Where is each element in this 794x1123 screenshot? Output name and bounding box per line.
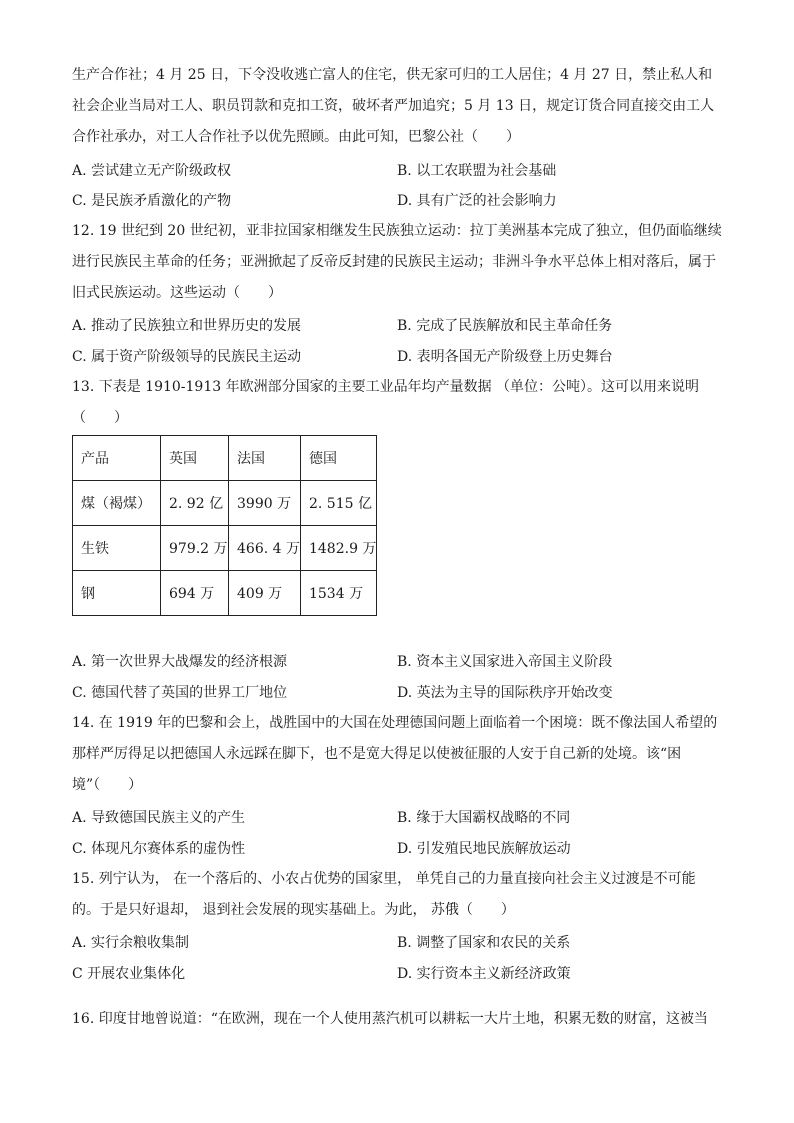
table-header-cell: 英国 [161, 436, 229, 481]
table-cell: 2. 515 亿 [300, 481, 376, 526]
question-12-option-b: B. 完成了民族解放和民主革命任务 [397, 318, 613, 334]
question-12-option-c: C. 属于资产阶级领导的民族民主运动 [72, 349, 302, 365]
question-15-option-b: B. 调整了国家和农民的关系 [397, 935, 571, 951]
question-15-stem: 15. 列宁认为， 在一个落后的、小农占优势的国家里， 单凭自己的力量直接向社会主义过渡是不可能的。于是只好退却， 退到社会发展的现实基础上。为此， 苏俄（ ） [72, 871, 696, 918]
table-cell: 466. 4 万 [229, 526, 301, 571]
table-cell: 3990 万 [229, 481, 301, 526]
table-cell: 1534 万 [300, 571, 376, 616]
table-cell: 694 万 [161, 571, 229, 616]
question-12-stem: 12. 19 世纪到 20 世纪初，亚非拉国家相继发生民族独立运动：拉丁美洲基本完成了独立，但仍面临继续进行民族民主革命的任务；亚洲掀起了反帝反封建的民族民主运动；非洲斗争水平总体上相对落后，属于旧式民族运动。这些运动（ ） [72, 223, 722, 301]
question-13-stem: 13. 下表是 1910-1913 年欧洲部分国家的主要工业品年均产量数据 （单位：公吨）。这可以用来说明（ ） [72, 379, 700, 426]
question-11-option-b: B. 以工农联盟为社会基础 [397, 163, 557, 179]
question-12-option-d: D. 表明各国无产阶级登上历史舞台 [397, 349, 613, 365]
question-13-option-b: B. 资本主义国家进入帝国主义阶段 [397, 654, 613, 670]
question-13-option-d: D. 英法为主导的国际秩序开始改变 [397, 685, 613, 701]
question-15-option-d: D. 实行资本主义新经济政策 [397, 966, 571, 982]
question-14-option-b: B. 缘于大国霸权战略的不同 [397, 810, 571, 826]
question-16-stem: 16. 印度甘地曾说道：“在欧洲，现在一个人使用蒸汽机可以耕耘一大片土地，积累无数的财富，这被当 [72, 1011, 708, 1027]
table-row [73, 481, 377, 526]
question-12-option-a: A. 推动了民族独立和世界历史的发展 [72, 318, 302, 334]
question-11-option-c: C. 是民族矛盾激化的产物 [72, 193, 232, 209]
table-row [73, 526, 377, 571]
question-14-stem: 14. 在 1919 年的巴黎和会上，战胜国中的大国在处理德国问题上面临着一个困境：既不像法国人希望的那样严厉得足以把德国人永远踩在脚下，也不是宽大得足以使被征服的人安于自己新的处境。该“困境”（ ） [72, 715, 718, 793]
question-11-option-d: D. 具有广泛的社会影响力 [397, 193, 557, 209]
question-11-stem: 生产合作社；4 月 25 日，下令没收逃亡富人的住宅，供无家可归的工人居住；4 月 27 日，禁止私人和社会企业当局对工人、职员罚款和克扣工资，破坏者严加追究；5 月 13 日，规定订货合同直接交由工人合作社承办，对工人合作社予以优先照顾。由此可知，巴黎公社（ ） [72, 67, 715, 145]
table-cell: 钢 [73, 571, 161, 616]
question-13-option-c: C. 德国代替了英国的世界工厂地位 [72, 685, 288, 701]
question-13-option-a: A. 第一次世界大战爆发的经济根源 [72, 654, 288, 670]
table-header-cell: 法国 [229, 436, 301, 481]
question-15-option-a: A. 实行余粮收集制 [72, 935, 190, 951]
table-header-row [73, 436, 377, 481]
question-14-option-c: C. 体现凡尔赛体系的虚伪性 [72, 841, 246, 857]
table-row [73, 571, 377, 616]
table-cell: 979.2 万 [161, 526, 229, 571]
question-14-option-a: A. 导致德国民族主义的产生 [72, 810, 246, 826]
table-header-cell: 德国 [300, 436, 376, 481]
production-table [72, 435, 377, 616]
table-cell: 409 万 [229, 571, 301, 616]
table-cell: 1482.9 万 [300, 526, 376, 571]
question-14-option-d: D. 引发殖民地民族解放运动 [397, 841, 571, 857]
table-cell: 煤（褐煤） [73, 481, 161, 526]
question-11-option-a: A. 尝试建立无产阶级政权 [72, 163, 232, 179]
table-header-cell: 产品 [73, 436, 161, 481]
table-cell: 生铁 [73, 526, 161, 571]
question-15-option-c: C 开展农业集体化 [72, 966, 186, 982]
table-cell: 2. 92 亿 [161, 481, 229, 526]
